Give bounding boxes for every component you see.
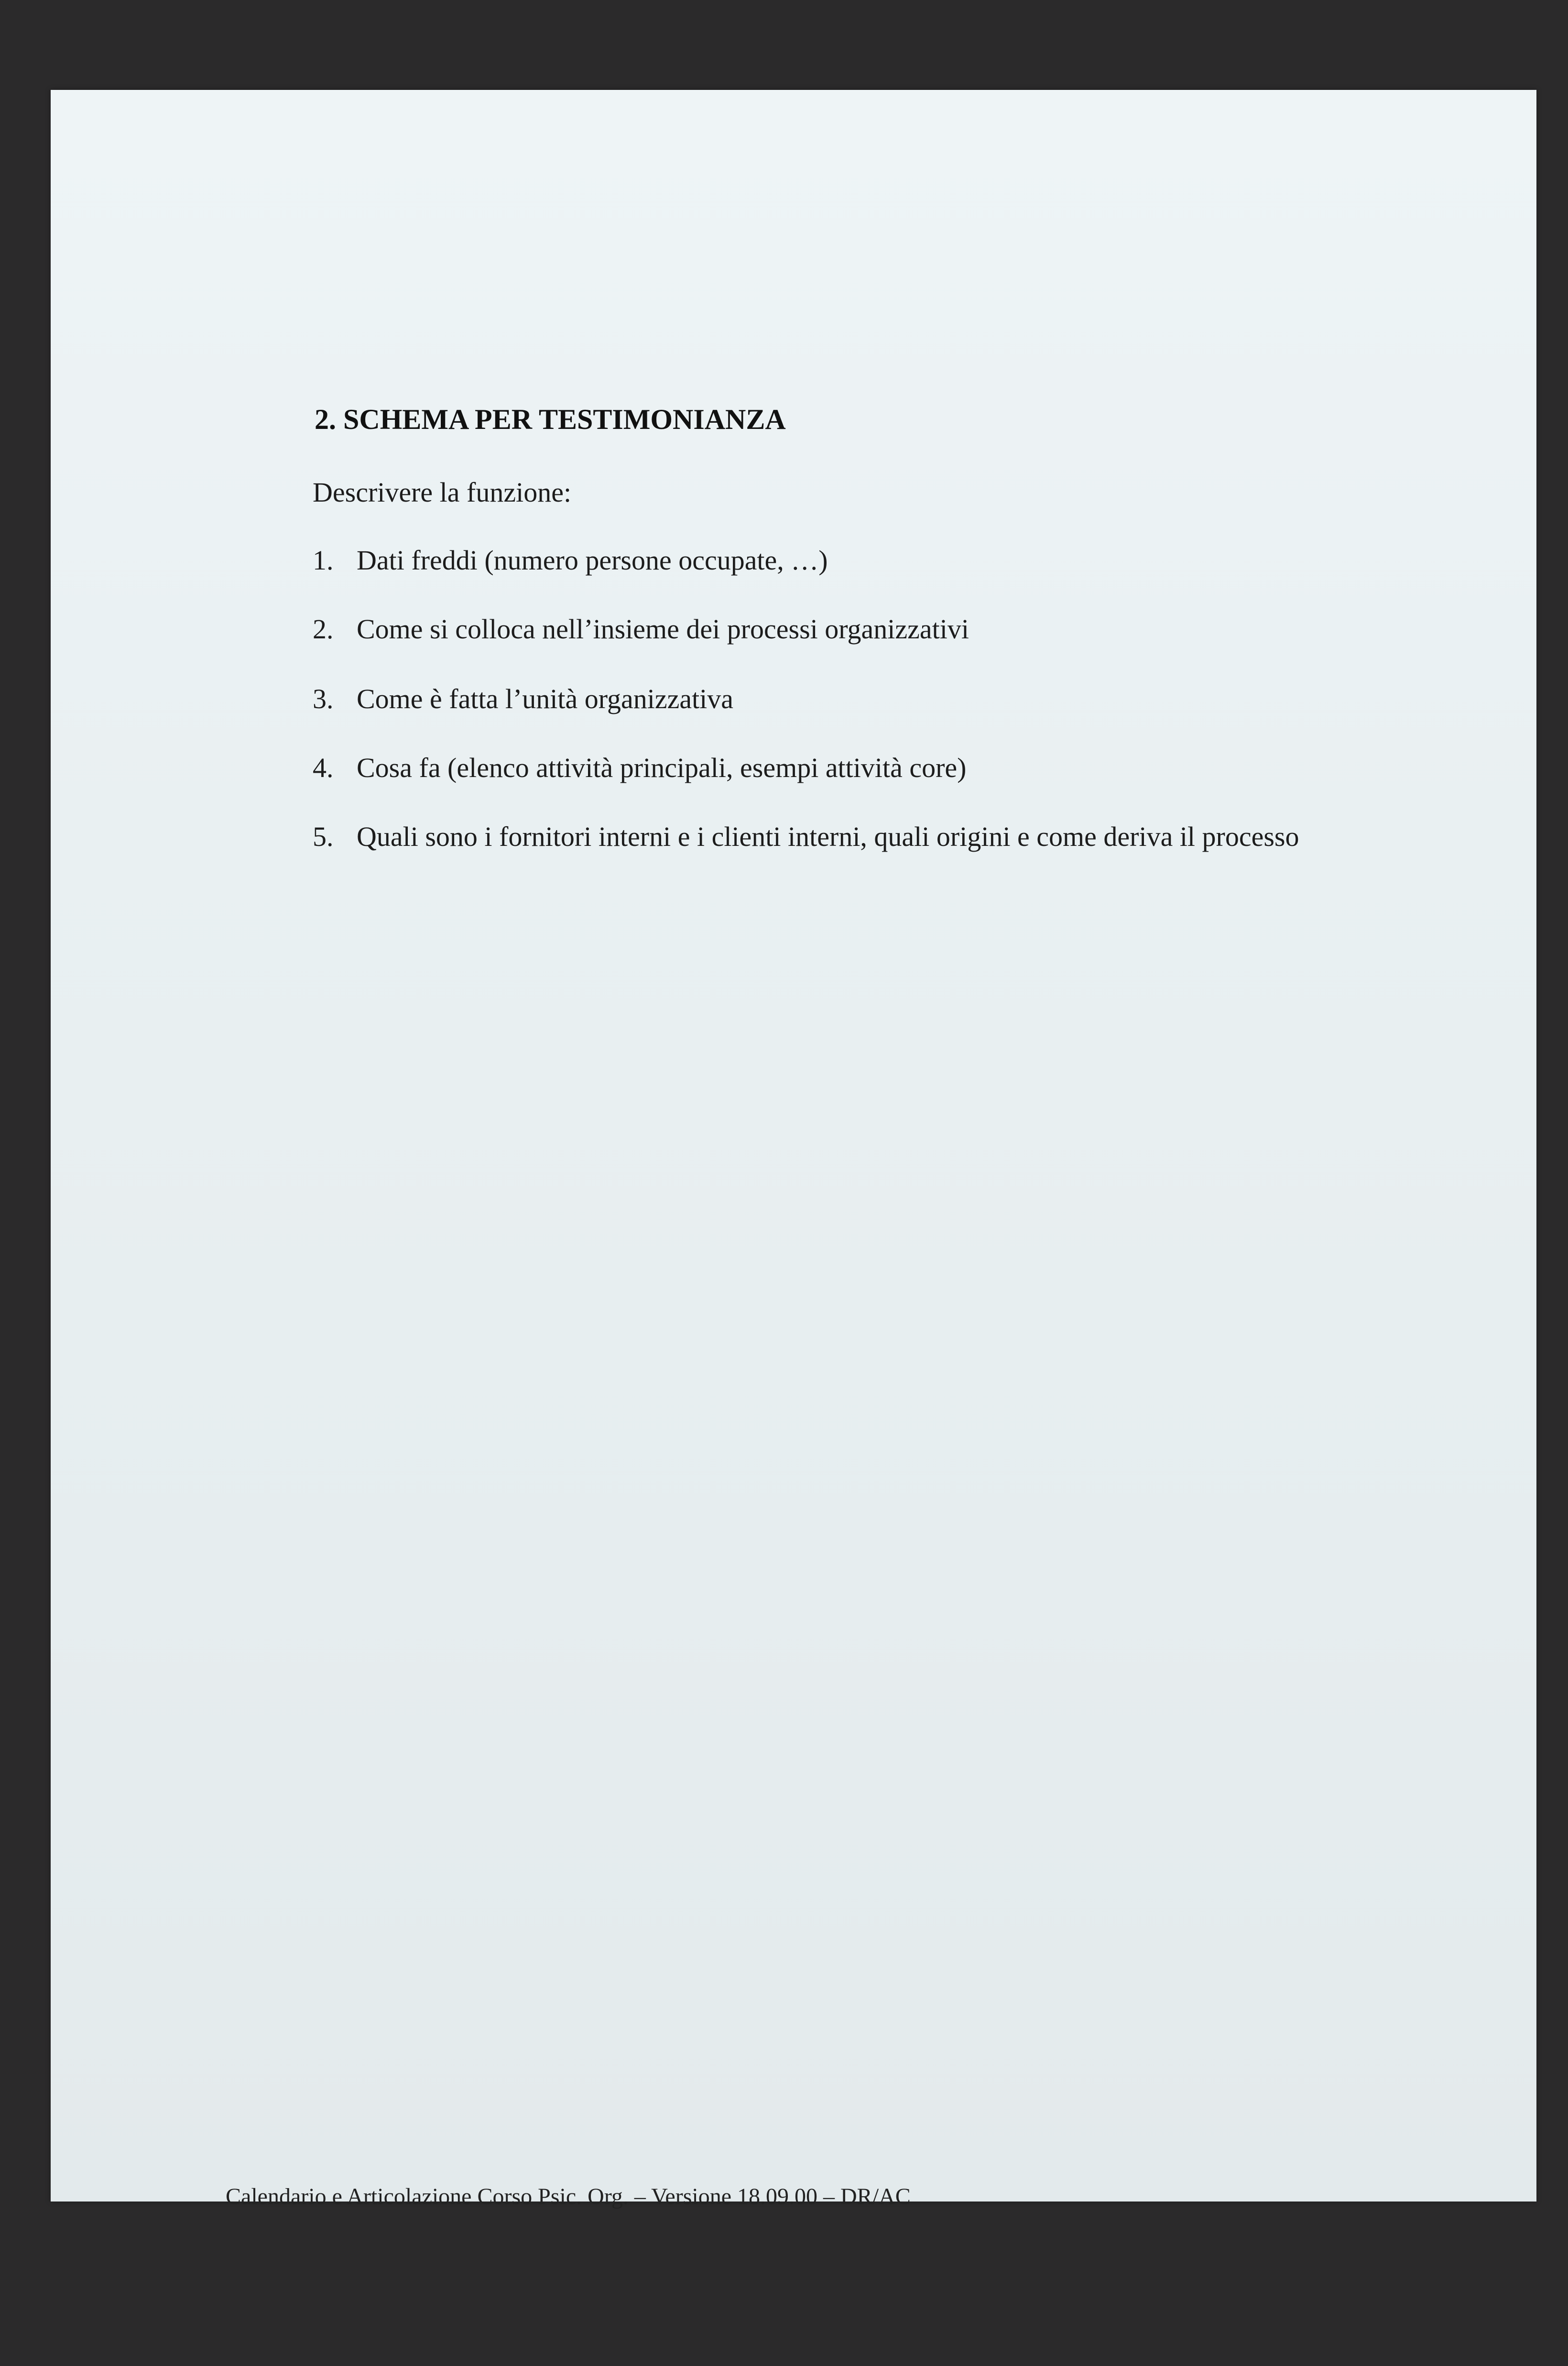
list-item-number: 4. — [313, 752, 334, 783]
list-item — [313, 752, 967, 784]
list-item — [313, 613, 969, 645]
list-item — [313, 683, 733, 715]
list-item-number: 3. — [313, 683, 334, 714]
list-item-text: Dati freddi (numero persone occupate, …) — [357, 545, 828, 576]
list-item-number: 1. — [313, 545, 334, 576]
section-heading: 2. SCHEMA PER TESTIMONIANZA — [315, 404, 786, 435]
page-footer: Calendario e Articolazione Corso Psic. Org. – Versione 18.09.00 – DR/AC — [226, 2184, 911, 2209]
list-item-number: 2. — [313, 613, 334, 645]
list-item-text: Cosa fa (elenco attività principali, esempi attività core) — [357, 752, 967, 783]
intro-text: Descrivere la funzione: — [313, 477, 572, 508]
list-item — [313, 821, 1299, 853]
list-item — [313, 544, 828, 576]
paper-sheet — [51, 90, 1536, 2209]
list-item-text: Come è fatta l’unità organizzativa — [357, 683, 734, 714]
list-item-text: Come si colloca nell’insieme dei processi organizzativi — [357, 613, 969, 645]
list-item-number: 5. — [313, 821, 334, 852]
list-item-text: Quali sono i fornitori interni e i clienti interni, quali origini e come deriva il processo — [357, 821, 1299, 852]
